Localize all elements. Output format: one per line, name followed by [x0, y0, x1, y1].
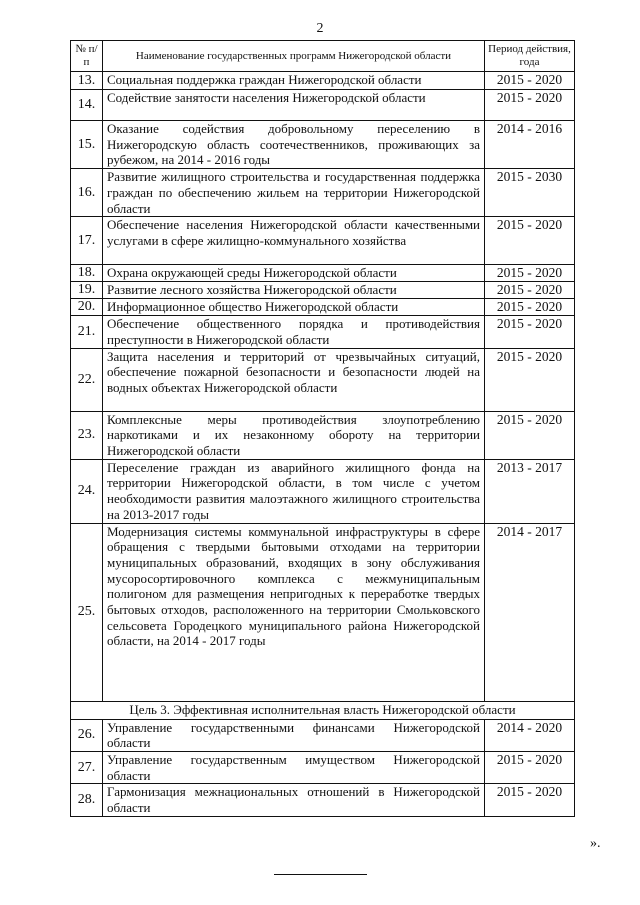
program-name: Развитие лесного хозяйства Нижегородской области: [103, 282, 485, 299]
closing-quote: ».: [590, 836, 601, 851]
table-row: [71, 719, 575, 751]
page-number: 2: [316, 21, 324, 36]
program-period: 2015 - 2020: [485, 299, 575, 316]
table-header-row: [71, 41, 575, 72]
row-number: 21.: [71, 316, 103, 348]
row-number: 20.: [71, 299, 103, 316]
table-row: [71, 316, 575, 348]
program-period: 2014 - 2016: [485, 121, 575, 169]
program-period: 2015 - 2030: [485, 169, 575, 217]
program-name: Информационное общество Нижегородской области: [103, 299, 485, 316]
table-row: [71, 169, 575, 217]
program-period: 2015 - 2020: [485, 90, 575, 121]
table-row: [71, 282, 575, 299]
row-number: 23.: [71, 411, 103, 459]
table-row: [71, 348, 575, 411]
table-row: [71, 784, 575, 816]
programs-table: [70, 40, 575, 817]
program-name: Обеспечение населения Нижегородской области качественными услугами в сфере жилищно-коммунального хозяйства: [103, 217, 485, 265]
program-period: 2015 - 2020: [485, 72, 575, 90]
row-number: 15.: [71, 121, 103, 169]
program-period: 2014 - 2020: [485, 719, 575, 751]
program-period: 2015 - 2020: [485, 751, 575, 783]
program-period: 2015 - 2020: [485, 411, 575, 459]
program-name: Охрана окружающей среды Нижегородской области: [103, 265, 485, 282]
goal-section: [71, 701, 575, 719]
table-row: [71, 751, 575, 783]
table-row: [71, 523, 575, 701]
row-number: 17.: [71, 217, 103, 265]
goal-row: [71, 701, 575, 719]
row-number: 28.: [71, 784, 103, 816]
row-number: 13.: [71, 72, 103, 90]
row-number: 25.: [71, 523, 103, 701]
row-number: 19.: [71, 282, 103, 299]
rows-after-goal: [71, 719, 575, 816]
program-period: 2015 - 2020: [485, 217, 575, 265]
program-name: Управление государственным имуществом Нижегородской области: [103, 751, 485, 783]
table-row: [71, 265, 575, 282]
table-row: [71, 121, 575, 169]
program-period: 2015 - 2020: [485, 282, 575, 299]
table-row: [71, 72, 575, 90]
program-name: Модернизация системы коммунальной инфраструктуры в сфере обращения с твердыми бытовыми отходами на территории муниципальных образований, входящих в зону обслуживания мусоросортировочного комплекса с межмуниципальным полигоном для размещения непригодных к переработке твердых бытовых отходов, расположенного на территории Смольковского сельсовета Городецкого муниципального района Нижегородской области, на 2014 - 2017 годы: [103, 523, 485, 701]
row-number: 27.: [71, 751, 103, 783]
table-row: [71, 299, 575, 316]
program-name: Оказание содействия добровольному переселению в Нижегородскую область соотечественников, проживающих за рубежом, на 2014 - 2016 годы: [103, 121, 485, 169]
row-number: 26.: [71, 719, 103, 751]
header-name: Наименование государственных программ Нижегородской области: [103, 41, 485, 72]
program-period: 2015 - 2020: [485, 265, 575, 282]
header-num: № п/п: [71, 41, 103, 72]
table-row: [71, 90, 575, 121]
header-period: Период действия, года: [485, 41, 575, 72]
program-period: 2013 - 2017: [485, 459, 575, 523]
program-period: 2015 - 2020: [485, 784, 575, 816]
program-period: 2014 - 2017: [485, 523, 575, 701]
row-number: 16.: [71, 169, 103, 217]
program-name: Защита населения и территорий от чрезвычайных ситуаций, обеспечение пожарной безопасности и безопасности людей на водных объектах Нижегородской области: [103, 348, 485, 411]
program-period: 2015 - 2020: [485, 348, 575, 411]
footer-rule: [274, 874, 367, 875]
program-period: 2015 - 2020: [485, 316, 575, 348]
row-number: 18.: [71, 265, 103, 282]
program-name: Гармонизация межнациональных отношений в Нижегородской области: [103, 784, 485, 816]
program-name: Обеспечение общественного порядка и противодействия преступности в Нижегородской области: [103, 316, 485, 348]
program-name: Переселение граждан из аварийного жилищного фонда на территории Нижегородской области, в том числе с учетом необходимости развития малоэтажного жилищного строительства на 2013-2017 годы: [103, 459, 485, 523]
rows-before-goal: [71, 72, 575, 702]
program-name: Социальная поддержка граждан Нижегородской области: [103, 72, 485, 90]
program-name: Содействие занятости населения Нижегородской области: [103, 90, 485, 121]
program-name: Комплексные меры противодействия злоупотреблению наркотиками и их незаконному обороту на территории Нижегородской области: [103, 411, 485, 459]
table-row: [71, 459, 575, 523]
table-row: [71, 411, 575, 459]
goal-heading: Цель 3. Эффективная исполнительная власть Нижегородской области: [71, 701, 575, 719]
row-number: 22.: [71, 348, 103, 411]
program-name: Развитие жилищного строительства и государственная поддержка граждан по обеспечению жильем на территории Нижегородской области: [103, 169, 485, 217]
row-number: 14.: [71, 90, 103, 121]
program-name: Управление государственными финансами Нижегородской области: [103, 719, 485, 751]
table-row: [71, 217, 575, 265]
row-number: 24.: [71, 459, 103, 523]
